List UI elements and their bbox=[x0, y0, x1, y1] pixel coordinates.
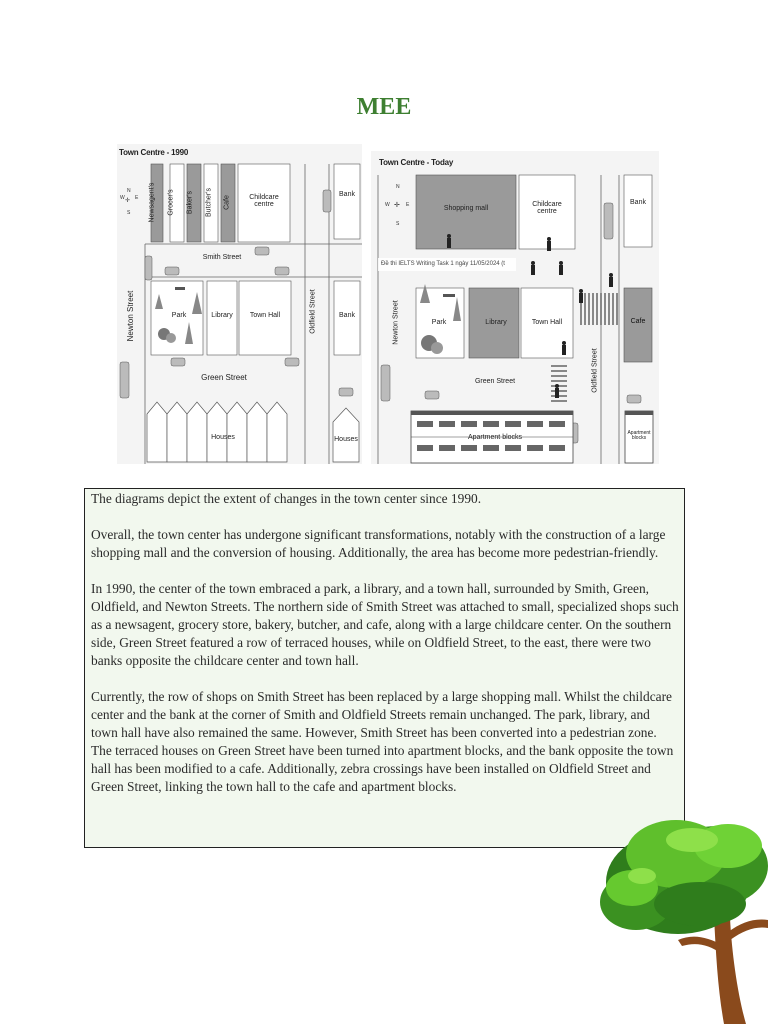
compass-cross-icon: ✛ bbox=[125, 198, 131, 204]
label-smith-street: Smith Street bbox=[202, 254, 242, 261]
essay-paragraph-overview: Overall, the town center has undergone significant transformations, notably with the construction of a large shopping mall and the conversion of housing. Additionally, the area has become more pedestrian-friendly. bbox=[91, 527, 666, 560]
label-town-hall: Town Hall bbox=[531, 319, 563, 326]
map-1990-title: Town Centre - 1990 bbox=[119, 148, 189, 157]
essay-paragraph-1990: In 1990, the center of the town embraced a park, a library, and a town hall, surrounded by Smith, Green, Oldfield, and Newton Streets. The northern side of Smith Street was attached to small, specialized shops such as a newsagent, grocery store, bakery, butcher, and cafe, along with a large childcare center. On the southern side, Green Street featured a row of terraced houses, while on Oldfield Street, to the east, there were two banks opposite the childcare center and town hall. bbox=[91, 581, 679, 668]
label-cafe: Cafe bbox=[630, 318, 646, 325]
compass-east: E bbox=[135, 195, 139, 201]
label-newton-street: Newton Street bbox=[126, 290, 135, 342]
label-park: Park bbox=[171, 312, 187, 319]
label-shopping-mall: Shopping mall bbox=[443, 205, 489, 212]
compass-west: W bbox=[385, 202, 390, 208]
map-town-centre-1990 bbox=[117, 144, 362, 464]
label-houses-row: Houses bbox=[211, 434, 235, 441]
label-butchers: Butcher's bbox=[205, 188, 213, 217]
label-oldfield-street: Oldfield Street bbox=[309, 289, 317, 334]
label-bakers: Baker's bbox=[186, 190, 194, 215]
label-library: Library bbox=[211, 312, 233, 319]
label-green-street: Green Street bbox=[201, 373, 247, 382]
label-bank: Bank bbox=[630, 199, 646, 206]
label-grocers: Grocer's bbox=[167, 189, 175, 216]
compass-south: S bbox=[127, 210, 131, 216]
compass-cross-icon: ✛ bbox=[394, 202, 400, 209]
tree-illustration-icon bbox=[596, 806, 768, 1024]
page-title: MEE bbox=[356, 94, 412, 120]
essay-box bbox=[84, 488, 685, 848]
label-newsagents: Newsagent's bbox=[148, 182, 156, 223]
watermark-caption: Đề thi IELTS Writing Task 1 ngày 11/05/2024 (t bbox=[378, 258, 516, 271]
label-childcare: Childcare centre bbox=[249, 194, 279, 208]
essay-paragraph-intro: The diagrams depict the extent of changes in the town center since 1990. bbox=[91, 491, 482, 506]
essay-paragraph-today: Currently, the row of shops on Smith Street has been replaced by a large shopping mall. Whilst the childcare center and the bank at the corner of Smith and Oldfield Streets remain unchanged. The park, library, and town hall have also remained the same. However, Smith Street has been converted into a pedestrian zone. The terraced houses on Green Street have been turned into apartment blocks, and the bank opposite the town hall has been modified to a cafe. Additionally, zebra crossings have been installed on Oldfield Street and Green Street, linking the town hall to the cafe and apartment blocks. bbox=[91, 689, 674, 794]
label-town-hall: Town Hall bbox=[249, 312, 281, 319]
compass-east: E bbox=[406, 202, 410, 208]
label-houses-corner: Houses bbox=[334, 436, 358, 443]
compass-north: N bbox=[396, 184, 400, 190]
label-oldfield-street: Oldfield Street bbox=[591, 348, 599, 393]
map-today-drawing bbox=[371, 151, 659, 464]
label-green-street: Green Street bbox=[474, 378, 516, 385]
label-bank-top: Bank bbox=[339, 191, 355, 198]
label-childcare: Childcare centre bbox=[532, 201, 562, 215]
label-apartment-blocks: Apartment blocks bbox=[467, 434, 523, 441]
label-cafe: Cafe bbox=[223, 195, 231, 210]
map-town-centre-today bbox=[371, 151, 659, 464]
label-library: Library bbox=[485, 319, 507, 326]
compass-west: W bbox=[120, 195, 125, 201]
label-park: Park bbox=[431, 319, 447, 326]
label-bank-mid: Bank bbox=[339, 312, 355, 319]
map-today-title: Town Centre - Today bbox=[379, 158, 454, 167]
label-apartment-blocks-corner: Apartment blocks bbox=[627, 430, 651, 441]
compass-south: S bbox=[396, 221, 400, 227]
compass-north: N bbox=[127, 188, 131, 194]
label-newton-street: Newton Street bbox=[392, 300, 400, 345]
